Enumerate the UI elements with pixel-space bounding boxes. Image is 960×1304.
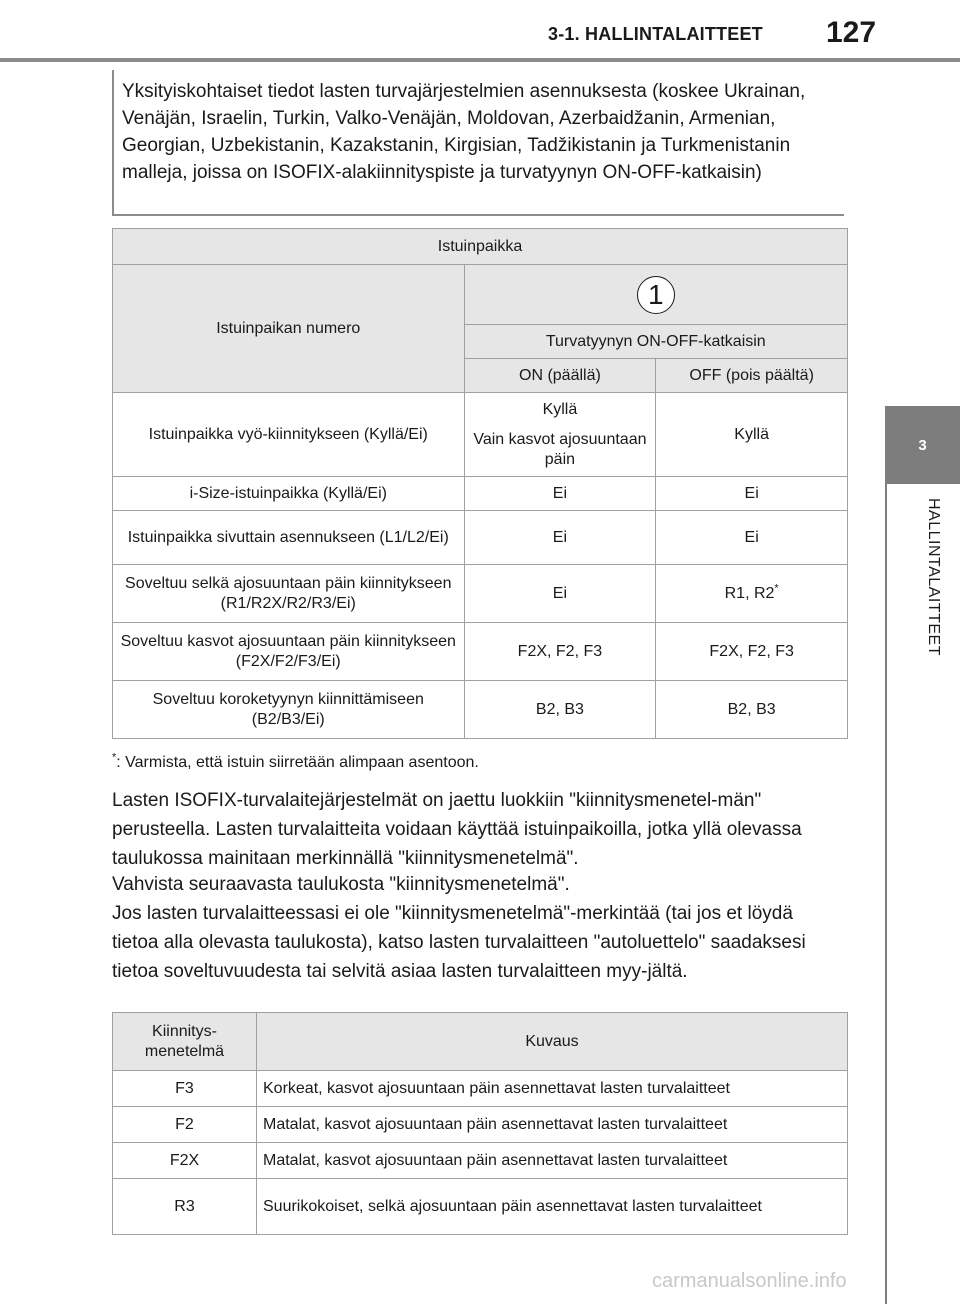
method-description: Suurikokoiset, selkä ajosuuntaan päin asennettavat lasten turvalaitteet xyxy=(257,1179,848,1235)
table-row xyxy=(113,565,848,623)
side-tab-number: 3 xyxy=(885,406,960,484)
method-code: F2X xyxy=(113,1143,257,1179)
row-on-value xyxy=(464,393,656,477)
col-on-header: ON (päällä) xyxy=(464,359,656,393)
row-off-value: Ei xyxy=(656,477,848,511)
method-description: Matalat, kasvot ajosuuntaan päin asennettavat lasten turvalaitteet xyxy=(257,1143,848,1179)
paragraph-instructions-line2: Jos lasten turvalaitteessasi ei ole "kiinnitysmenetelmä"-merkintää (tai jos et löydä tietoa alla olevasta taulukosta), katso lasten turvalaitteen "autoluettelo" saadaksesi tietoa soveltuvuudesta tai selvitä asiaa lasten turvalaitteen myy-jältä. xyxy=(112,903,806,982)
row-label: Soveltuu koroketyynyn kiinnittämiseen (B2/B3/Ei) xyxy=(113,681,465,739)
side-tab-line xyxy=(885,484,887,1304)
row-on-value: F2X, F2, F3 xyxy=(464,623,656,681)
row-on-value: Ei xyxy=(464,565,656,623)
row-label: Soveltuu kasvot ajosuuntaan päin kiinnitykseen (F2X/F2/F3/Ei) xyxy=(113,623,465,681)
table-row xyxy=(113,477,848,511)
col-off-header: OFF (pois päältä) xyxy=(656,359,848,393)
footnote-text: : Varmista, että istuin siirretään alimpaan asentoon. xyxy=(116,754,479,771)
table-row xyxy=(113,1143,848,1179)
header-rule xyxy=(0,58,960,62)
seat-table-title: Istuinpaikka xyxy=(113,229,848,265)
seat-number-badge: 1 xyxy=(637,276,675,314)
intro-box: Yksityiskohtaiset tiedot lasten turvajärjestelmien asennuksesta (koskee Ukrainan, Venäjän, Israelin, Turkin, Valko-Venäjän, Moldovan, Azerbaidžanin, Armenian, Georgian, Uzbekistanin, Kazakstanin, Kirgisian, Tadžikistanin ja Turkmenistanin malleja, joissa on ISOFIX-alakiinnityspiste ja turvatyynyn ON-OFF-katkaisin) xyxy=(112,70,844,216)
footnote-marker: * xyxy=(774,582,779,595)
table-row xyxy=(113,1071,848,1107)
footnote xyxy=(112,751,479,772)
row-label: i-Size-istuinpaikka (Kyllä/Ei) xyxy=(113,477,465,511)
row-off-value xyxy=(656,565,848,623)
side-tab-label: HALLINTALAITTEET xyxy=(925,498,942,656)
table-row xyxy=(113,1107,848,1143)
watermark: carmanualsonline.info xyxy=(652,1270,847,1292)
method-code: F2 xyxy=(113,1107,257,1143)
table-row xyxy=(113,681,848,739)
row-on-value: Ei xyxy=(464,511,656,565)
row-on-value: Ei xyxy=(464,477,656,511)
row-on-line1: Kyllä xyxy=(542,400,578,418)
page-number: 127 xyxy=(826,16,877,49)
method-description: Korkeat, kasvot ajosuuntaan päin asennettavat lasten turvalaitteet xyxy=(257,1071,848,1107)
paragraph-instructions-line1: Vahvista seuraavasta taulukosta "kiinnitysmenetelmä". xyxy=(112,874,570,895)
fixture-method-table xyxy=(112,1012,848,1235)
row-label: Soveltuu selkä ajosuuntaan päin kiinnitykseen (R1/R2X/R2/R3/Ei) xyxy=(113,565,465,623)
row-off-value: B2, B3 xyxy=(656,681,848,739)
paragraph-instructions xyxy=(112,870,842,986)
method-description: Matalat, kasvot ajosuuntaan päin asennettavat lasten turvalaitteet xyxy=(257,1107,848,1143)
method-code: R3 xyxy=(113,1179,257,1235)
row-off-text: R1, R2 xyxy=(724,584,775,602)
table-row xyxy=(113,1179,848,1235)
row-on-line2: Vain kasvot ajosuuntaan päin xyxy=(473,430,647,468)
table-row xyxy=(113,393,848,477)
section-header: 3-1. HALLINTALAITTEET xyxy=(548,24,763,44)
paragraph-classification: Lasten ISOFIX-turvalaitejärjestelmät on jaettu luokkiin "kiinnitysmenetel-män" perusteella. Lasten turvalaitteita voidaan käyttää istuinpaikoilla, jotka yllä olevassa taulukossa mainitaan merkinnällä "kiinnitysmenetelmä". xyxy=(112,790,802,869)
row-off-value: Kyllä xyxy=(656,393,848,477)
row-label: Istuinpaikka sivuttain asennukseen (L1/L2/Ei) xyxy=(113,511,465,565)
description-col-header: Kuvaus xyxy=(257,1013,848,1071)
switch-header: Turvatyynyn ON-OFF-katkaisin xyxy=(464,325,847,359)
seat-number-header: Istuinpaikan numero xyxy=(113,265,465,393)
table-row xyxy=(113,623,848,681)
method-code: F3 xyxy=(113,1071,257,1107)
seat-position-table xyxy=(112,228,848,739)
row-on-value: B2, B3 xyxy=(464,681,656,739)
method-col-header: Kiinnitys-menetelmä xyxy=(113,1013,257,1071)
row-off-value: F2X, F2, F3 xyxy=(656,623,848,681)
seat-number-cell xyxy=(464,265,847,325)
row-off-value: Ei xyxy=(656,511,848,565)
row-label: Istuinpaikka vyö-kiinnitykseen (Kyllä/Ei) xyxy=(113,393,465,477)
footnote-mark: * xyxy=(112,751,117,764)
table-row xyxy=(113,511,848,565)
